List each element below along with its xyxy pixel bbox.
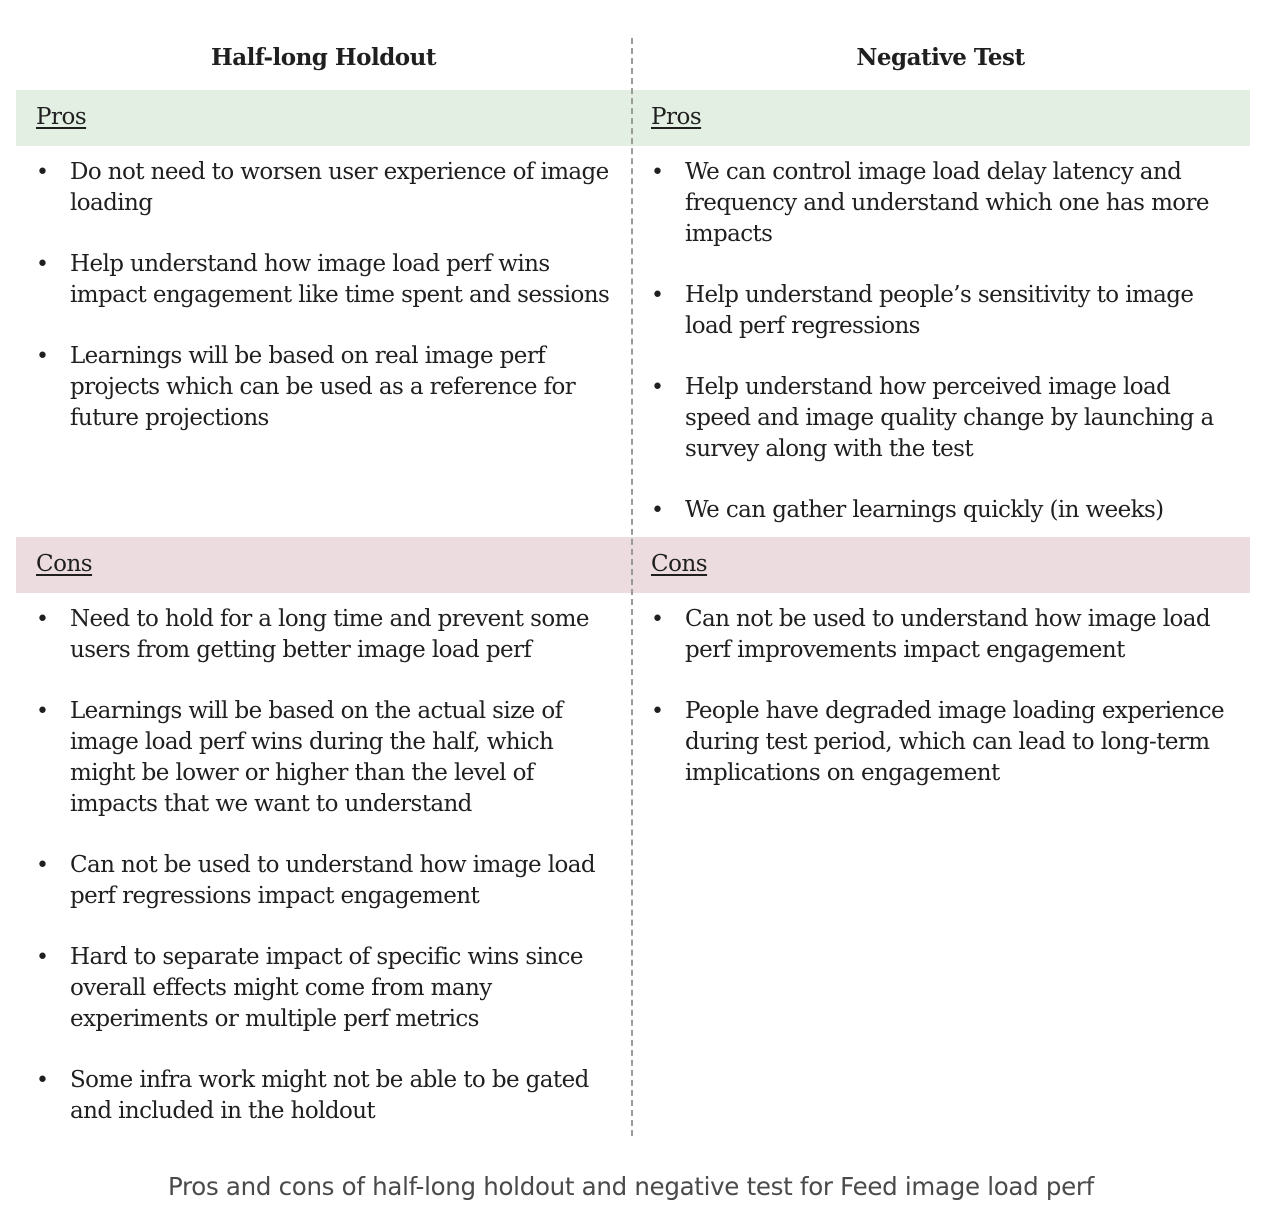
list-item: • Help understand people’s sensitivity to image load perf regressions [631, 280, 1236, 342]
list-item: • Do not need to worsen user experience of image loading [16, 157, 616, 219]
list-item: • We can gather learnings quickly (in weeks) [631, 495, 1236, 526]
list-item: • We can control image load delay latency and frequency and understand which one has more impacts [631, 157, 1236, 250]
list-item: • Need to hold for a long time and prevent some users from getting better image load perf [16, 604, 616, 666]
list-item: • Hard to separate impact of specific wins since overall effects might come from many experiments or multiple perf metrics [16, 942, 616, 1035]
column-header-negative-test: Negative Test [856, 44, 1025, 71]
cons-band [16, 537, 1250, 593]
list-item: • Can not be used to understand how image load perf regressions impact engagement [16, 850, 616, 912]
list-item: • Help understand how perceived image load speed and image quality change by launching a survey along with the test [631, 372, 1236, 465]
list-item: • Can not be used to understand how image load perf improvements impact engagement [631, 604, 1236, 666]
negative-test-pros-list [631, 157, 1236, 556]
pros-band [16, 90, 1250, 146]
cons-label-right: Cons [651, 551, 708, 577]
list-item: • Learnings will be based on the actual size of image load perf wins during the half, which might be lower or higher than the level of impacts that we want to understand [16, 696, 616, 820]
cons-label-left: Cons [36, 551, 93, 577]
holdout-pros-list [16, 157, 616, 464]
list-item: • Learnings will be based on real image perf projects which can be used as a reference for future projections [16, 341, 616, 434]
holdout-cons-list [16, 604, 616, 1157]
pros-label-right: Pros [651, 104, 702, 130]
list-item: • People have degraded image loading experience during test period, which can lead to long-term implications on engagement [631, 696, 1236, 789]
pros-label-left: Pros [36, 104, 87, 130]
list-item: • Help understand how image load perf wins impact engagement like time spent and sessions [16, 249, 616, 311]
column-divider [631, 38, 633, 1136]
list-item: • Some infra work might not be able to be gated and included in the holdout [16, 1065, 616, 1127]
figure-caption: Pros and cons of half-long holdout and negative test for Feed image load perf [167, 1172, 1094, 1201]
column-header-half-long-holdout: Half-long Holdout [211, 44, 436, 71]
comparison-table [16, 30, 1250, 1135]
negative-test-cons-list [631, 604, 1236, 819]
